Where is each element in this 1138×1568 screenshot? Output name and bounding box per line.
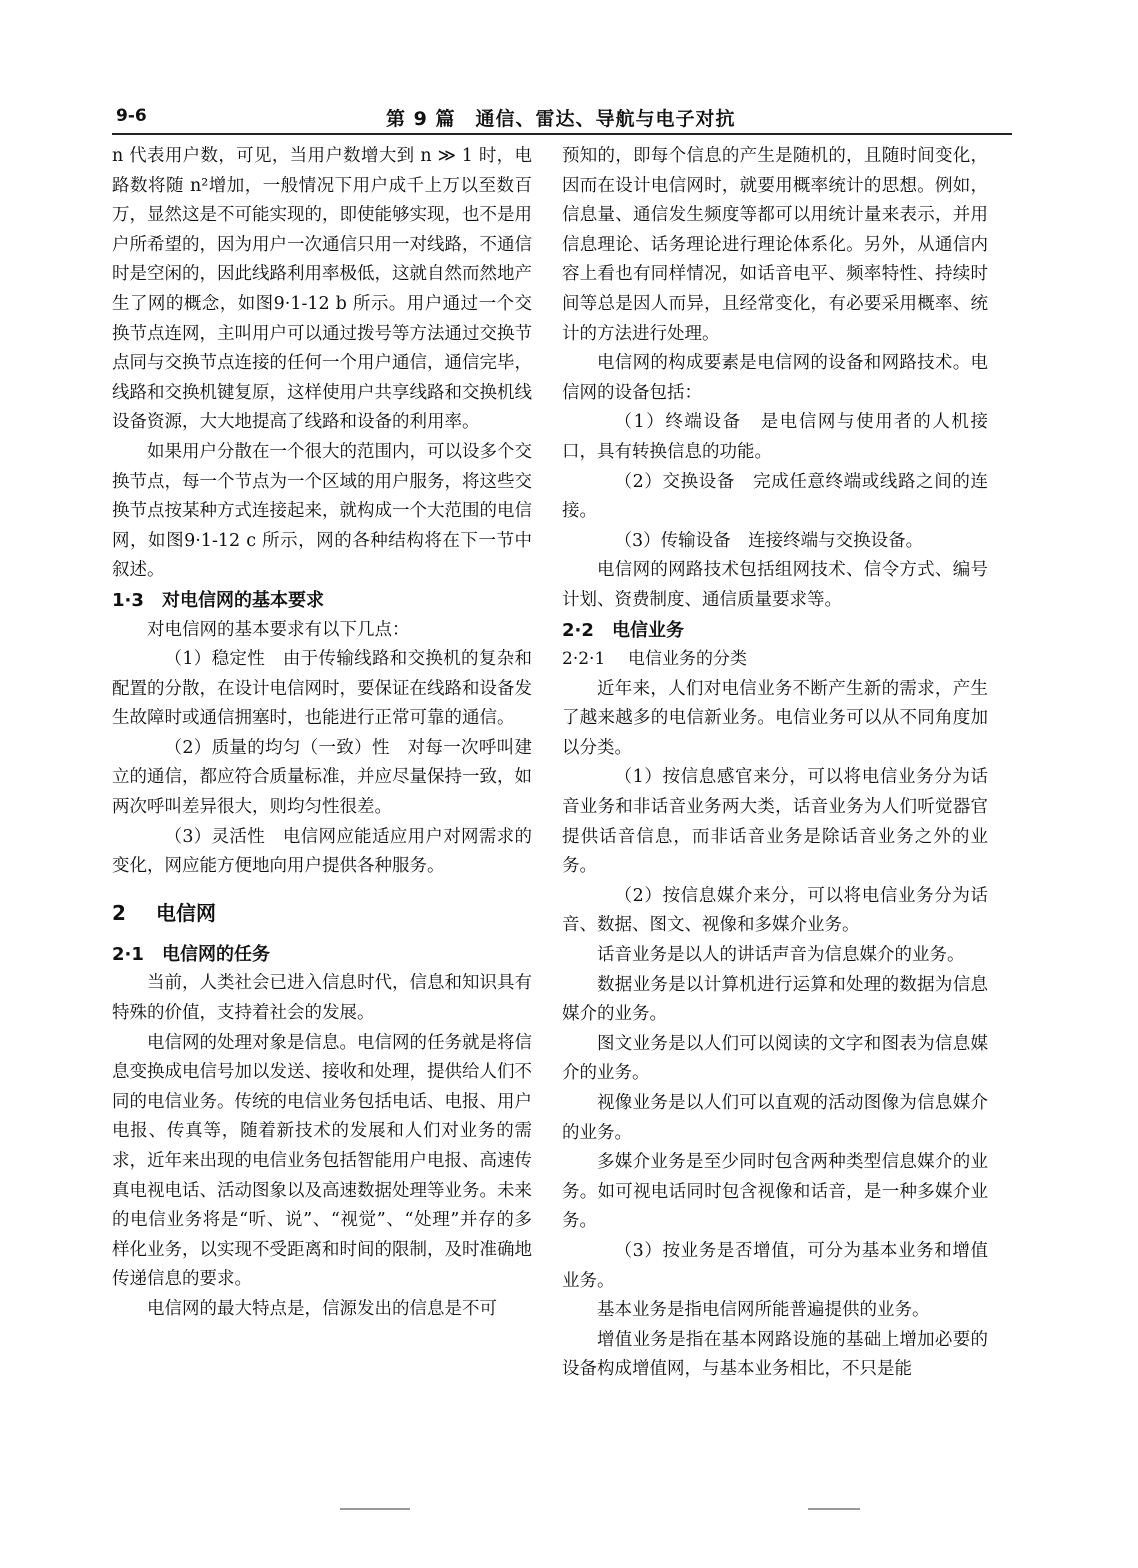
list-item: （2）质量的均匀（一致）性 对每一次呼叫建立的通信，都应符合质量标准，并应尽量保持一致，如两次呼叫差异很大，则均匀性很差。	[112, 737, 532, 818]
paragraph: 电信网的网路技术包括组网技术、信令方式、编号计划、资费制度、通信质量要求等。	[562, 560, 988, 610]
paragraph: 话音业务是以人的讲话声音为信息媒介的业务。	[597, 945, 965, 966]
list-item: （1）稳定性 由于传输线路和交换机的复杂和配置的分散，在设计电信网时，要保证在线路和设备发生故障时或通信拥塞时，也能进行正常可靠的通信。	[112, 649, 532, 729]
section-title: 对电信网的基本要求	[162, 589, 324, 611]
paragraph: 数据业务是以计算机进行运算和处理的数据为信息媒介的业务。	[562, 974, 988, 1025]
paragraph: 如果用户分散在一个很大的范围内，可以设多个交换节点，每一个节点为一个区域的用户服务，将这些交换节点按某种方式连接起来，就构成一个大范围的电信网，如图9·1-12 c 所示，网的各种结构将在下一节中叙述。	[112, 441, 532, 581]
paragraph: 电信网的处理对象是信息。电信网的任务就是将信息变换成电信号加以发送、接收和处理，提供给人们不同的电信业务。传统的电信业务包括电话、电报、用户电报、传真等，随着新技术的发展和人们对业务的需求，近年来出现的电信业务包括智能用户电报、高速传真电视电话、活动图象以及高速数据处理等业务。未来的电信业务将是“听、说”、“视觉”、“处理”并存的多样化业务，以实现不受距离和时间的限制，及时准确地传递信息的要求。	[112, 1032, 532, 1290]
paragraph: 对电信网的基本要求有以下几点：	[147, 619, 410, 640]
list-item: （2）交换设备 完成任意终端或线路之间的连接。	[562, 471, 988, 522]
running-head: 第 9 篇 通信、雷达、导航与电子对抗	[386, 108, 736, 130]
section-heading-1-3	[112, 586, 532, 616]
paragraph: 电信网的构成要素是电信网的设备和网路技术。电信网的设备包括：	[562, 353, 988, 403]
subsection-heading-2-2-1	[562, 645, 988, 675]
list-item: （2）按信息媒介来分，可以将电信业务分为话音、数据、图文、视像和多媒介业务。	[562, 885, 988, 936]
subsection-number: 2·2·1	[562, 649, 606, 670]
paragraph: 当前，人类社会已进入信息时代，信息和知识具有特殊的价值，支持着社会的发展。	[112, 973, 532, 1024]
section-title: 电信网的任务	[162, 943, 270, 965]
chapter-heading-2	[112, 896, 532, 930]
list-item: （3）按业务是否增值，可分为基本业务和增值业务。	[562, 1240, 988, 1291]
section-heading-2-2	[562, 616, 988, 646]
section-number: 2·2	[562, 619, 594, 641]
paragraph: 视像业务是以人们可以直观的活动图像为信息媒介的业务。	[562, 1093, 988, 1143]
section-number: 2·1	[112, 943, 144, 965]
list-item: （3）传输设备 连接终端与交换设备。	[614, 530, 924, 551]
right-column	[562, 142, 988, 1385]
paragraph: 图文业务是以人们可以阅读的文字和图表为信息媒介的业务。	[562, 1033, 988, 1084]
scan-artifact	[340, 1508, 410, 1510]
section-title: 电信业务	[612, 619, 684, 641]
paragraph: 基本业务是指电信网所能普遍提供的业务。	[597, 1300, 930, 1321]
header-rule	[112, 133, 1012, 135]
paragraph: 电信网的最大特点是，信源发出的信息是不可	[147, 1298, 497, 1319]
paragraph: 增值业务是指在基本网路设施的基础上增加必要的设备构成增值网，与基本业务相比，不只是能	[562, 1329, 988, 1380]
page-number: 9-6	[116, 106, 147, 126]
list-item: （1）按信息感官来分，可以将电信业务分为话音业务和非话音业务两大类，话音业务为人们听觉器官提供话音信息，而非话音业务是除话音业务之外的业务。	[562, 767, 988, 877]
paragraph: 预知的，即每个信息的产生是随机的，且随时间变化，因而在设计电信网时，就要用概率统计的思想。例如，信息量、通信发生频度等都可以用统计量来表示，并用信息理论、话务理论进行理论体系化。另外，从通信内容上看也有同样情况，如话音电平、频率特性、持续时间等总是因人而异，且经常变化，有必要采用概率、统计的方法进行处理。	[562, 146, 988, 344]
list-item: （1）终端设备 是电信网与使用者的人机接口，具有转换信息的功能。	[562, 412, 988, 462]
paragraph: n 代表用户数，可见，当用户数增大到 n ≫ 1 时，电路数将随 n²增加，一般情况下用户成千上万以至数百万，显然这是不可能实现的，即使能够实现，也不是用户所希望的，因为用户一次通信只用一对线路，不通信时是空闲的，因此线路利用率极低，这就自然而然地产生了网的概念，如图9·1-12 b 所示。用户通过一个交换节点连网，主叫用户可以通过拨号等方法通过交换节点同与交换节点连接的任何一个用户通信，通信完毕，线路和交换机键复原，这样使用户共享线路和交换机线设备资源，大大地提高了线路和设备的利用率。	[112, 146, 532, 433]
section-heading-2-1	[112, 940, 532, 970]
left-column	[112, 142, 532, 1325]
paragraph: 近年来，人们对电信业务不断产生新的需求，产生了越来越多的电信新业务。电信业务可以从不同角度加以分类。	[562, 678, 988, 758]
subsection-title: 电信业务的分类	[628, 649, 747, 670]
chapter-title: 电信网	[156, 900, 216, 925]
scan-artifact	[808, 1508, 860, 1510]
section-number: 1·3	[112, 589, 144, 611]
page-header	[116, 100, 1012, 130]
list-item: （3）灵活性 电信网应能适应用户对网需求的变化，网应能方便地向用户提供各种服务。	[112, 826, 532, 877]
chapter-number: 2	[112, 900, 126, 925]
paragraph: 多媒介业务是至少同时包含两种类型信息媒介的业务。如可视电话同时包含视像和话音，是一种多媒介业务。	[562, 1152, 988, 1232]
